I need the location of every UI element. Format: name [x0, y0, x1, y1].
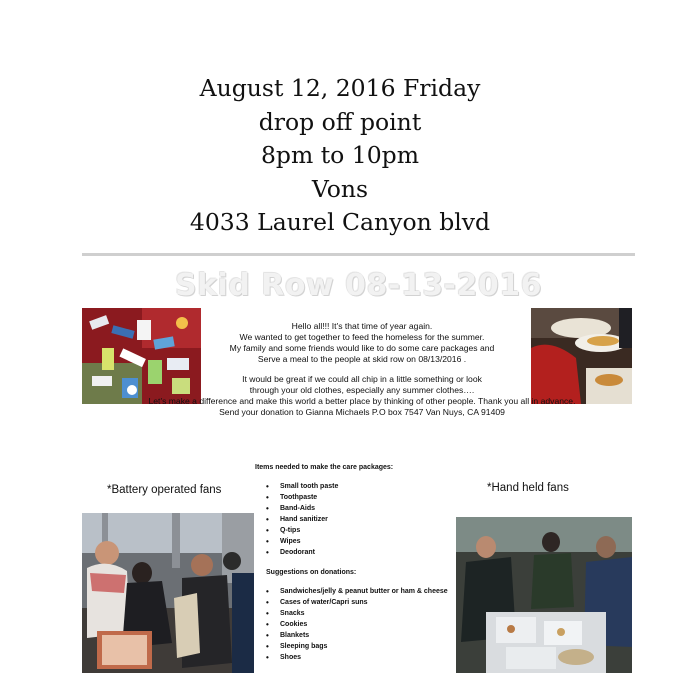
- event-header: [0, 72, 680, 240]
- message-greeting: Hello all!!! It's that time of year again.: [291, 321, 433, 331]
- event-address: 4033 Laurel Canyon blvd: [189, 208, 491, 236]
- list-item: • Snacks: [266, 608, 448, 619]
- list-item: • Band-Aids: [266, 503, 338, 514]
- list-item: • Cookies: [266, 619, 448, 630]
- message-line-family: My family and some friends would like to do some care packages and: [229, 343, 495, 353]
- flyer: [82, 253, 635, 673]
- list-item: • Wipes: [266, 536, 338, 547]
- event-dropoff-label: drop off point: [258, 107, 422, 136]
- list-item: • Small tooth paste: [266, 481, 338, 492]
- list-item: • Cases of water/Capri suns: [266, 597, 448, 608]
- list-item: • Sandwiches/jelly & peanut butter or ham & cheese: [266, 586, 448, 597]
- crowd-street-photo-icon: [82, 513, 254, 673]
- event-date: August 12, 2016 Friday: [199, 74, 481, 102]
- list-item: • Sleeping bags: [266, 641, 448, 652]
- event-time: 8pm to 10pm: [260, 141, 420, 169]
- list-item: • Blankets: [266, 630, 448, 641]
- battery-fans-label: *Battery operated fans: [107, 484, 222, 496]
- list-item: • Toothpaste: [266, 492, 338, 503]
- message-line-chip-in: It would be great if we could all chip in a little something or look: [242, 374, 482, 384]
- list-item: • Q-tips: [266, 525, 338, 536]
- hand-fans-label: *Hand held fans: [487, 482, 569, 494]
- message-line-address: Send your donation to Gianna Michaels P.O box 7547 Van Nuys, CA 91409: [219, 407, 505, 417]
- list-item: • Hand sanitizer: [266, 514, 338, 525]
- message-line-serve: Serve a meal to the people at skid row on 08/13/2016 .: [257, 354, 467, 364]
- donation-heading: Suggestions on donations:: [266, 569, 357, 576]
- message-line-difference: Let's make a difference and make this world a better place by thinking of other people. Thank you all in advance.: [148, 396, 576, 406]
- care-items-list: [266, 481, 338, 558]
- care-items-heading: Items needed to make the care packages:: [255, 464, 394, 471]
- care-supplies-photo-icon: [82, 308, 201, 404]
- food-serving-photo-icon: [531, 308, 632, 404]
- event-location-name: Vons: [311, 174, 369, 203]
- donation-items-list: [266, 586, 448, 663]
- flyer-title: Skid Row 08-13-2016: [174, 268, 543, 303]
- list-item: • Shoes: [266, 652, 448, 663]
- list-item: • Deodorant: [266, 547, 338, 558]
- flyer-message: [148, 321, 576, 418]
- food-tables-photo-icon: [456, 517, 632, 673]
- message-line-feed: We wanted to get together to feed the homeless for the summer.: [239, 332, 485, 342]
- message-line-clothes: through your old clothes, especially any summer clothes….: [249, 385, 475, 395]
